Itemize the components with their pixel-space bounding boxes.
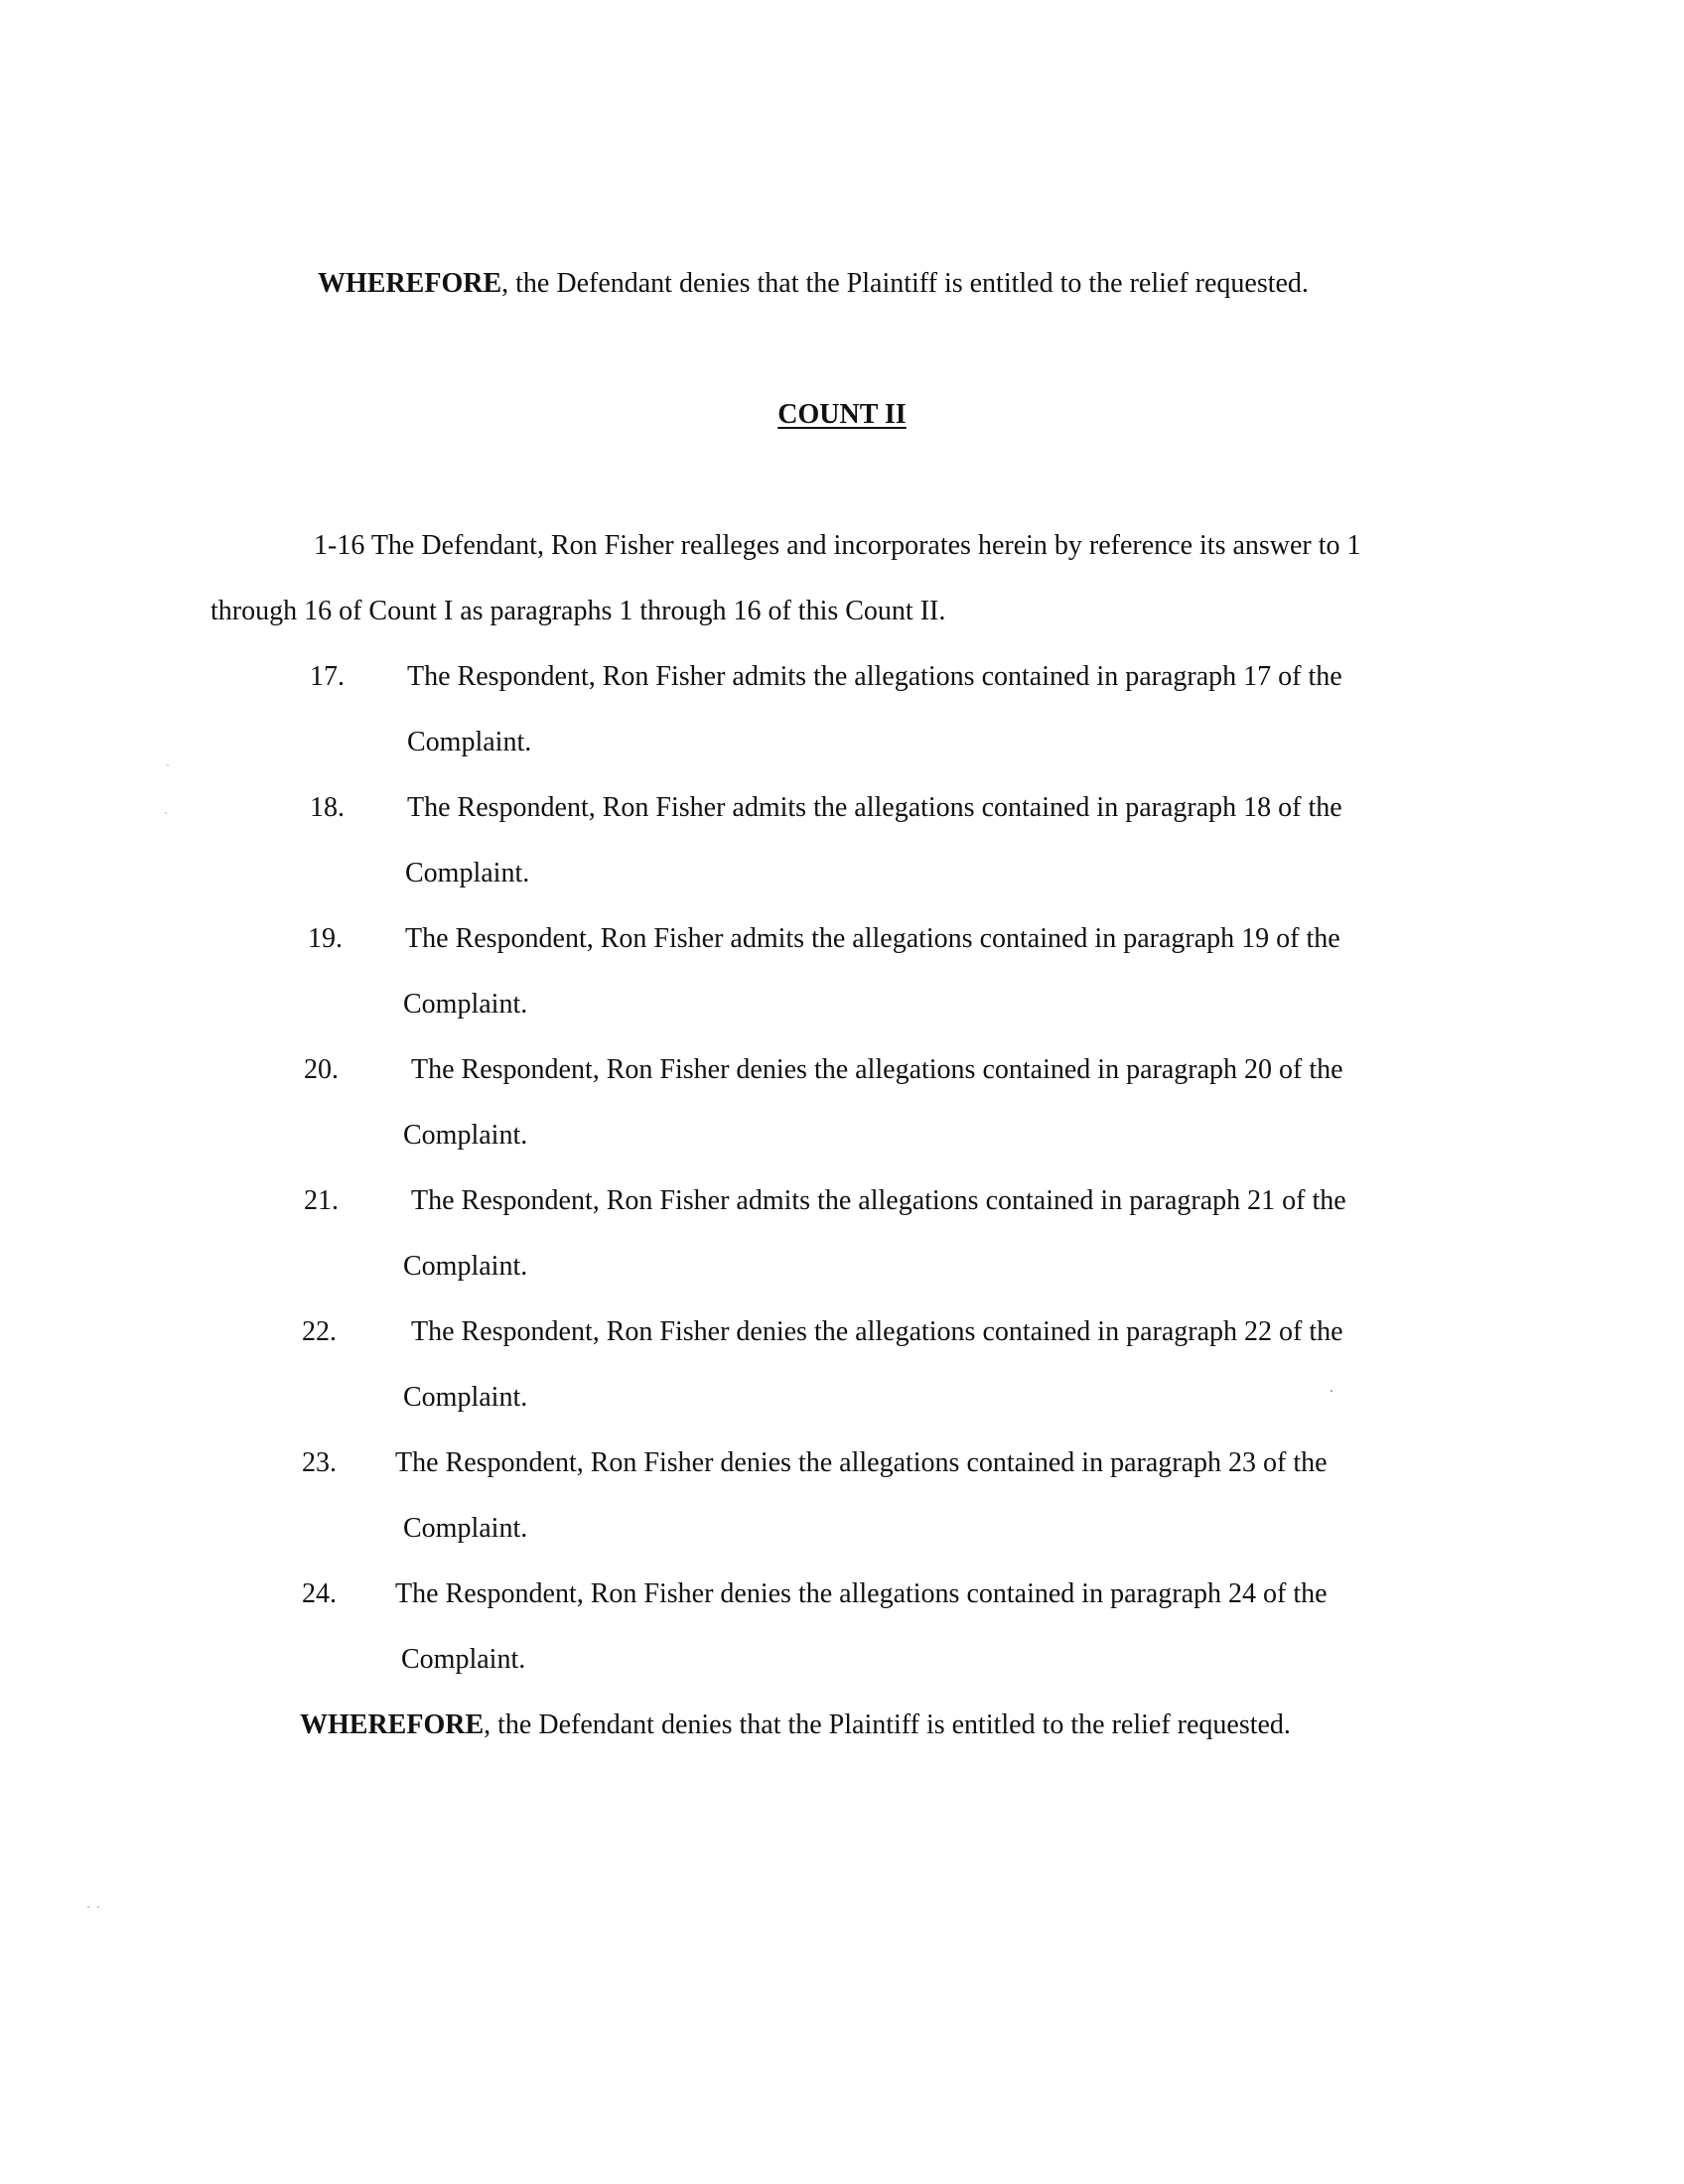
scan-speck bbox=[167, 764, 169, 766]
paragraph-continuation: Complaint. bbox=[403, 1382, 528, 1413]
paragraph-continuation: Complaint. bbox=[407, 727, 532, 757]
paragraph-text: The Respondent, Ron Fisher admits the allegations contained in paragraph 18 of the bbox=[407, 792, 1342, 823]
paragraph-text: The Respondent, Ron Fisher denies the allegations contained in paragraph 23 of the bbox=[395, 1447, 1328, 1478]
paragraph-continuation: Complaint. bbox=[403, 1513, 528, 1544]
paragraph-number: 18. bbox=[310, 792, 345, 823]
scan-speck bbox=[1331, 1390, 1333, 1392]
wherefore-bottom-lead: WHEREFORE bbox=[300, 1709, 485, 1740]
paragraph-number: 21. bbox=[304, 1185, 339, 1216]
paragraph-number: 19. bbox=[308, 923, 343, 954]
paragraph-continuation: Complaint. bbox=[403, 1120, 528, 1151]
wherefore-top-lead: WHEREFORE bbox=[318, 268, 502, 299]
paragraph-text: The Respondent, Ron Fisher admits the allegations contained in paragraph 17 of the bbox=[407, 661, 1342, 692]
paragraph-number: 20. bbox=[304, 1054, 339, 1085]
intro-line-2: through 16 of Count I as paragraphs 1 through 16 of this Count II. bbox=[210, 596, 946, 626]
count-heading: COUNT II bbox=[777, 399, 907, 430]
paragraph-number: 24. bbox=[302, 1578, 337, 1609]
paragraph-number: 23. bbox=[302, 1447, 337, 1478]
wherefore-top bbox=[318, 270, 1309, 298]
paragraph-continuation: Complaint. bbox=[403, 989, 528, 1020]
intro-line-1: 1-16 The Defendant, Ron Fisher realleges and incorporates herein by reference its answer to 1 bbox=[314, 530, 1361, 561]
paragraph-text: The Respondent, Ron Fisher admits the allegations contained in paragraph 21 of the bbox=[411, 1185, 1346, 1216]
paragraph-number: 17. bbox=[310, 661, 345, 692]
paragraph-continuation: Complaint. bbox=[405, 858, 530, 888]
wherefore-top-text: , the Defendant denies that the Plaintiff is entitled to the relief requested. bbox=[501, 268, 1309, 299]
wherefore-bottom bbox=[300, 1711, 1291, 1739]
paragraph-text: The Respondent, Ron Fisher denies the allegations contained in paragraph 24 of the bbox=[395, 1578, 1328, 1609]
scan-speck bbox=[165, 812, 167, 814]
paragraph-text: The Respondent, Ron Fisher denies the allegations contained in paragraph 22 of the bbox=[411, 1316, 1343, 1347]
paragraph-text: The Respondent, Ron Fisher denies the allegations contained in paragraph 20 of the bbox=[411, 1054, 1343, 1085]
paragraph-continuation: Complaint. bbox=[403, 1251, 528, 1282]
scan-speck bbox=[97, 1906, 99, 1908]
wherefore-bottom-text: , the Defendant denies that the Plaintiff is entitled to the relief requested. bbox=[484, 1709, 1291, 1740]
scan-speck bbox=[87, 1906, 89, 1908]
paragraph-number: 22. bbox=[302, 1316, 337, 1347]
paragraph-text: The Respondent, Ron Fisher admits the allegations contained in paragraph 19 of the bbox=[405, 923, 1340, 954]
paragraph-continuation: Complaint. bbox=[401, 1644, 526, 1675]
